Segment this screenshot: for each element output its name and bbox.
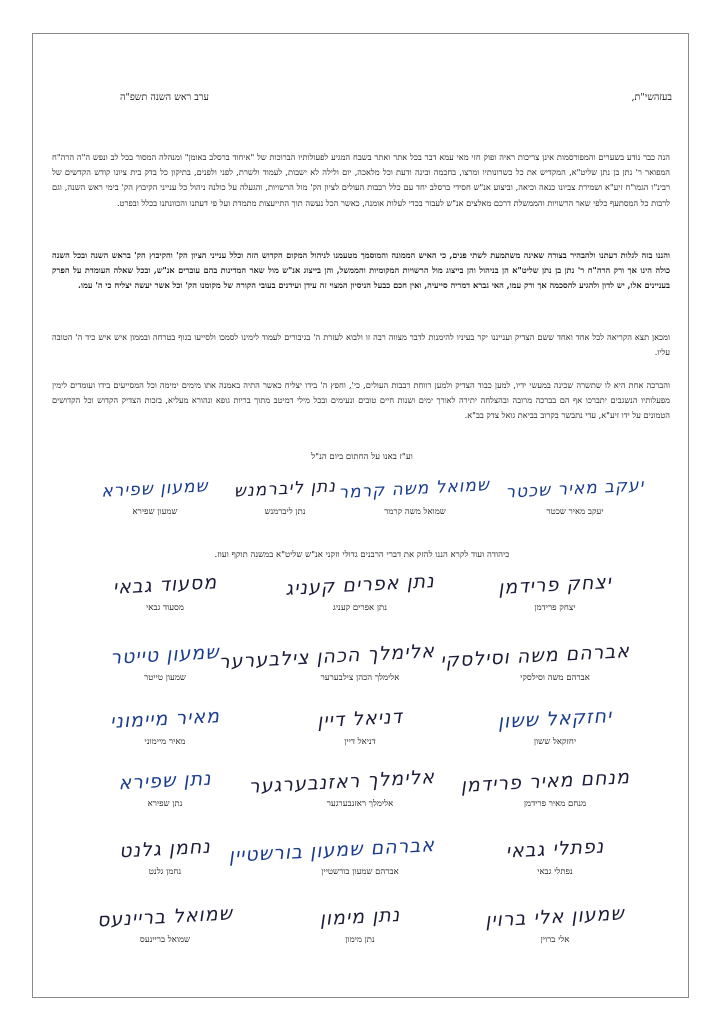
handwritten-signature: נחמן גלנט [118,835,212,863]
signature-block [460,764,631,810]
handwritten-signature: מנחם מאיר פרידמן [460,766,631,797]
signature-block [248,764,436,810]
signature-block [90,638,240,684]
signer-name: יעקב מאיר שכטר [546,507,604,517]
signer-name: שמעון שפירא [132,507,178,517]
signature-block [228,832,436,878]
handwritten-signature: נתן מימון [319,903,401,931]
signer-name: נתן אפרים קעניג [333,603,387,613]
signature-block [210,472,360,518]
signer-name: אלי ברוין [540,935,570,945]
signer-name: אלימלך ראזנבערגער [326,799,394,809]
signer-name: אברהם משה וסילסקי [520,673,590,683]
signature-block [285,900,435,946]
handwritten-signature: מאיר מיימוני [109,705,221,733]
signature-block [340,472,490,518]
supporters-intro: כיהודה ועוד לקרא הננו להזק את דברי הרבנים גדולי וזקני אנ"ש שליט"א במשנה תוקף ועוז. [214,550,510,560]
signature-block [480,832,630,878]
signers-intro: וע"ז באנו על החתום ביום הנ"ל [311,452,413,462]
handwritten-signature: שמעון טייטר [109,641,221,669]
handwritten-signature: נתן אפרים קעניג [284,570,436,600]
handwritten-signature: נתן ליברמנש [233,476,337,502]
header-bsd: בעזהשי"ת, [631,92,672,103]
signer-name: שמעון טייטר [144,673,186,683]
signer-name: אלימלך הכהן צילבערער [320,673,400,683]
paragraph-1: הנה כבר נודע בשערים והמפורסמות אינן צריכות ראיה ופוק חזי מאי עמא דבר בכל אתר ואתר בשבח המגיע לפעולותיו הברוכות של "איחוד ברסלב באומן" ומנהלה המסור בכל לב ונפש ה"ה הרה"ח המפואר ר' נתן בן נתן שליט"א, המקדיש את כל כשרונותיו ומרצו, בחכמה ובינה ודעת וכל מלאכה, יום ולילה לא ישבות, לעמוד ולשרת, לפני ולפנים, בתיקון כל בדק בית ציונו קודש הקדשים של רבינ"ו הגמו"ח זיע"א ושמירת צביונו כנאה וכיאה, וביצוע אנ"ש חסידי ברסלב יחד עם כלל רבבות העולים לציון הק' מול הרשויות, והגעלה על כולנה ניהול כל ענייני הקיבוץ הק' בימי ראש השנה, וגם לרבות כל המסתעף כלפי שאר הרשויות והממשלת דרכם מאלצים אנ"ש לעבור בכדי לעלות אומנה, כאשר הכל נעשה תוך התייעצות מתמדת ועל פי דעתנו והכוונתנו בכלל ובפרט. [52,152,670,208]
handwritten-signature: שמעון אלי ברוין [484,902,626,932]
signature-block [285,702,435,748]
paragraph-4: והברכה אחת היא לו שתשרה שכינה במעשי ידיו, למען כבוד הצדיק ולמען רווחת רבבות העולים, כי', וחפץ ה' בידו יצליח כאשר התיה באמנה אתו מימים ימימה וכל המסייעים בידו ועומדים לימין מפעלותיו הנשגבים יתברכו אף הם בברכה מרובה ובהצלחה יתירה לאורך ימים ושנות חיים טובים ונעימים ובכל מילי דמיטב מתוך בריות גופא ונהורא מעליא, בזכות הצדיק הקדוש וכל הקדושים הטמונים על ידו זיע"א, עדי נתבשר בקרוב בביאת גואל צדק בב"א. [52,380,670,421]
signature-block [480,702,630,748]
signature-block [480,568,630,614]
handwritten-signature: אלימלך ראזנבערגער [248,766,436,798]
paragraph-3: ומכאן תצא הקריאה לכל אחד ואחד ששם הצדיק וענייננו יקר בעיניו להימנות לדבר מצווה רבה זו ולבוא לעזרת ה' בגיבורים לעמוד לימינו לסמכו ולסייעו בגוף בטרחה ובממון איש איש כיד ה' הטובה עליו. [52,332,670,358]
handwritten-signature: נתן שפירא [117,767,213,795]
handwritten-signature: יחזקאל ששון [497,705,613,733]
signer-name: מנחם מאיר פרידמן [523,799,587,809]
signature-block [500,472,650,518]
signer-name: נתן ליברמנש [264,507,306,517]
signer-name: שמואל משה קרמר [384,507,446,517]
handwritten-signature: יעקב מאיר שכטר [505,475,645,503]
signer-name: אברהם שמעון בורשטיין [321,867,399,877]
signature-block [80,472,230,518]
signer-name: מאיר מיימוני [144,737,186,747]
signature-block [285,568,435,614]
signature-block [90,568,240,614]
handwritten-signature: שמעון שפירא [100,476,210,502]
signature-block [439,638,631,684]
handwritten-signature: שמואל בריינעס [96,902,234,932]
signer-name: מסעוד גבאי [146,603,184,613]
signer-name: יחזקאל ששון [533,737,577,747]
signature-block [90,900,240,946]
handwritten-signature: נפתלי גבאי [505,835,605,863]
signature-block [90,702,240,748]
handwritten-signature: אברהם שמעון בורשטיין [228,834,436,867]
signer-name: נחמן גלנט [148,867,182,877]
paragraph-2-bold: והננו בזה לגלות דעתנו ולהבהיר בצורה שאינה משתמעת לשתי פנים, כי האיש הממונה והמוסמך מטעמנו לניהול המקום הקדוש הזה וכלל ענייני הציון הק' והקיבוץ הק' בראש השנה ובכל השנה כולה הינו אך ורק הרה"ח ר' נתן בן נתן שליט"א הן בניהול והן בייצוג מול הרשויות המקומיות והממשל, והן בייצוג אנ"ש מול שאר המדינות בהם עוברים אנ"ש, ובכל שאלה העומדת על הפרק בעניינים אלו, יש לדון ולהגיע להסכמה אך ורק עמו, האי גברא דמריה סייעיה, ואין חכם כבעל הניסיון המצוי זה עידן ועידנים בעובי הקורה של מקומנו הק' וכל אשר יעשה יצליח כי ה' עמו. [52,250,670,291]
handwritten-signature: דניאל דיין [316,705,404,733]
handwritten-signature: אלימלך הכהן צילבערער [218,640,436,674]
handwritten-signature: מסעוד גבאי [112,571,218,599]
signature-block [480,900,630,946]
handwritten-signature: שמואל משה קרמר [338,475,491,503]
signer-name: דניאל דיין [344,737,376,747]
handwritten-signature: אברהם משה וסילסקי [439,640,631,672]
signer-name: שמואל בריינעס [139,935,191,945]
handwritten-signature: יצחק פרידמן [497,571,613,599]
signer-name: נפתלי גבאי [537,867,573,877]
signer-name: נתן שפירא [147,799,183,809]
signature-block [90,764,240,810]
signer-name: נתן מימון [345,935,375,945]
signature-block [90,832,240,878]
header-date: ערב ראש השנה תשפ"ה [120,92,209,103]
signer-name: יצחק פרידמן [534,603,576,613]
signature-block [218,638,436,684]
